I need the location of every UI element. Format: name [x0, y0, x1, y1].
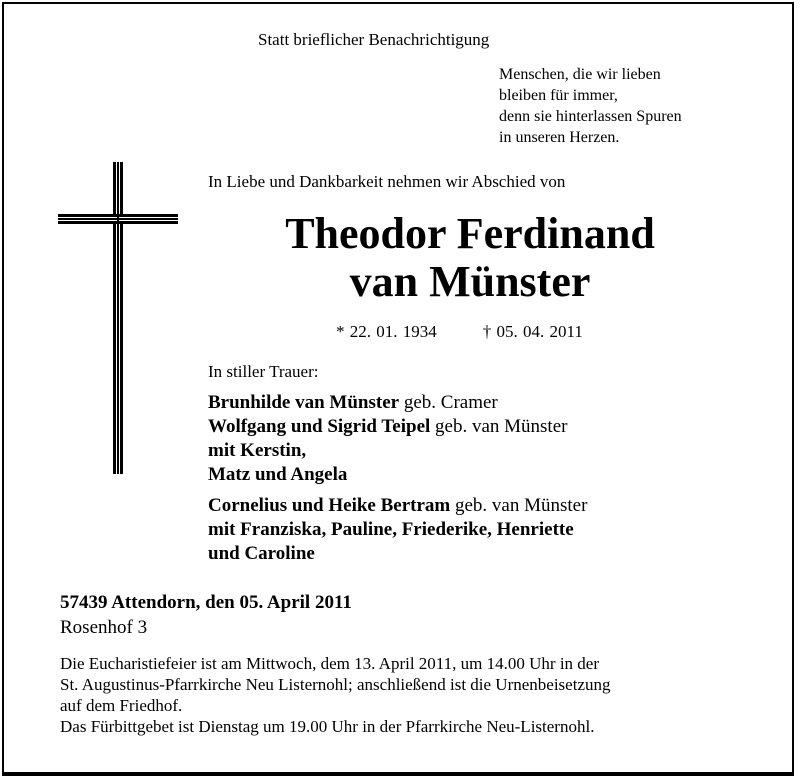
- death-date: † 05. 04. 2011: [482, 322, 583, 341]
- farewell-text: In Liebe und Dankbarkeit nehmen wir Abschied von: [208, 172, 566, 191]
- deceased-name-line1: Theodor Ferdinand: [285, 209, 655, 258]
- mourner-name: Brunhilde van Münster: [208, 392, 400, 413]
- poem-line: bleiben für immer,: [499, 87, 618, 104]
- mourner-line: [208, 463, 587, 487]
- mourner-name: Cornelius und Heike Bertram: [208, 495, 451, 516]
- place-date: 57439 Attendorn, den 05. April 2011: [60, 592, 352, 613]
- life-dates: [336, 322, 583, 342]
- mourner-line: [208, 494, 587, 518]
- service-line: auf dem Friedhof.: [60, 696, 183, 715]
- header-notice: Statt brieflicher Benachrichtigung: [258, 30, 490, 49]
- poem: [499, 64, 682, 148]
- mourner-note: geb. van Münster: [450, 495, 588, 516]
- mourner-name: Matz und Angela: [208, 464, 348, 485]
- service-line: Die Eucharistiefeier ist am Mittwoch, dem 13. April 2011, um 14.00 Uhr in der: [60, 654, 600, 673]
- mourner-note: geb. Cramer: [399, 392, 498, 413]
- street-address: Rosenhof 3: [60, 617, 148, 638]
- service-line: St. Augustinus-Pfarrkirche Neu Listernohl; anschließend ist die Urnenbeisetzung: [60, 675, 611, 694]
- mourner-name: mit Kerstin,: [208, 440, 307, 461]
- mourner-line: [208, 542, 587, 566]
- mourner-line: [208, 518, 587, 542]
- deceased-name: [200, 210, 740, 306]
- mourner-name: mit Franziska, Pauline, Friederike, Henriette: [208, 519, 574, 540]
- birth-date: * 22. 01. 1934: [336, 322, 437, 341]
- service-notice: [60, 653, 730, 737]
- poem-line: denn sie hinterlassen Spuren: [499, 108, 682, 125]
- poem-line: in unseren Herzen.: [499, 129, 620, 146]
- deceased-name-line2: van Münster: [349, 257, 591, 306]
- mourner-name: Wolfgang und Sigrid Teipel: [208, 416, 431, 437]
- mourner-line: [208, 439, 587, 463]
- mourner-name: und Caroline: [208, 543, 315, 564]
- poem-line: Menschen, die wir lieben: [499, 66, 661, 83]
- mourners-label: In stiller Trauer:: [208, 362, 319, 381]
- mourner-line: [208, 391, 587, 415]
- service-line: Das Fürbittgebet ist Dienstag um 19.00 Uhr in der Pfarrkirche Neu-Listernohl.: [60, 717, 595, 736]
- mourner-note: geb. van Münster: [430, 416, 568, 437]
- cross-icon: [58, 162, 178, 474]
- mourner-line: [208, 415, 587, 439]
- mourners-list: [208, 391, 587, 573]
